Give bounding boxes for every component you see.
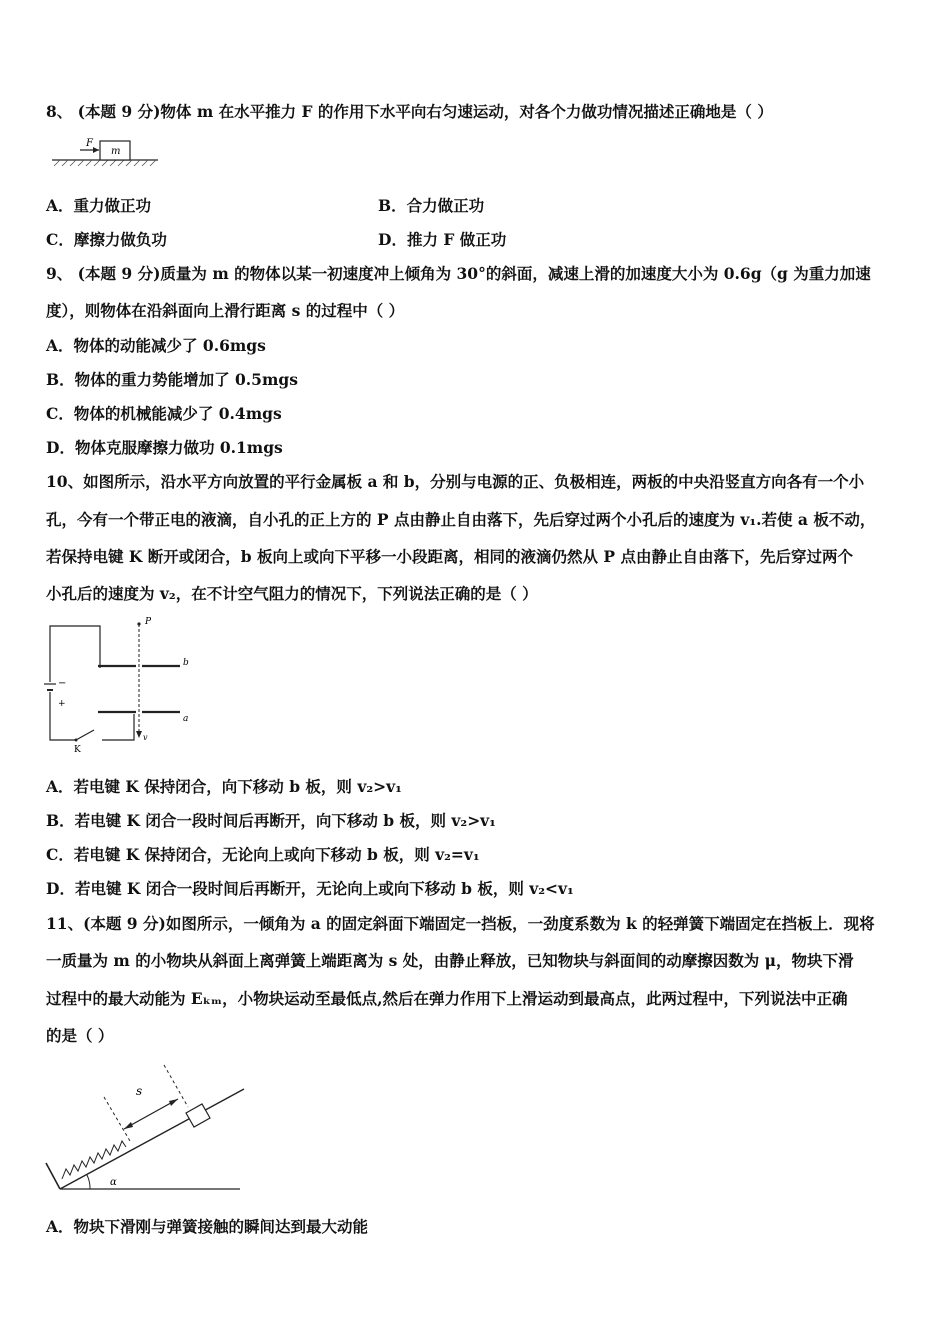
q9-option-a[interactable]: A．物体的动能减少了 0.6mgs	[46, 336, 266, 355]
q11-option-a[interactable]: A．物块下滑刚与弹簧接触的瞬间达到最大动能	[46, 1217, 369, 1236]
q8-force-label: F	[86, 138, 93, 149]
q11-stem-line1: 11、(本题 9 分)如图所示，一倾角为 a 的固定斜面下端固定一挡板，一劲度系数为 k 的轻弹簧下端固定在挡板上．现将	[46, 914, 875, 933]
q11-stem-line2: 一质量为 m 的小物块从斜面上离弹簧上端距离为 s 处，由静止释放，已知物块与斜面间的动摩擦因数为 μ，物块下滑	[46, 951, 854, 970]
q10-stem-line1: 10、如图所示，沿水平方向放置的平行金属板 a 和 b，分别与电源的正、负极相连，两板的中央沿竖直方向各有一个小	[46, 472, 865, 491]
q11-incline-figure	[40, 1055, 250, 1195]
q10-option-c[interactable]: C．若电键 K 保持闭合，无论向上或向下移动 b 板，则 v₂=v₁	[46, 845, 480, 864]
q11-alpha-label: α	[110, 1177, 117, 1188]
q8-figure	[50, 136, 160, 170]
q10-stem-line2: 孔，今有一个带正电的液滴，自小孔的正上方的 P 点由静止自由落下，先后穿过两个小孔后的速度为 v₁.若使 a 板不动，	[46, 510, 876, 529]
q9-option-c[interactable]: C．物体的机械能减少了 0.4mgs	[46, 404, 282, 423]
q8-mass-label: m	[111, 146, 121, 157]
q10-a-label: a	[183, 714, 189, 724]
q10-option-a[interactable]: A．若电键 K 保持闭合，向下移动 b 板，则 v₂>v₁	[46, 777, 402, 796]
q10-option-d[interactable]: D．若电键 K 闭合一段时间后再断开，无论向上或向下移动 b 板，则 v₂<v₁	[46, 879, 574, 898]
q10-option-b[interactable]: B．若电键 K 闭合一段时间后再断开，向下移动 b 板，则 v₂>v₁	[46, 811, 496, 830]
q10-plus-label: +	[58, 699, 66, 709]
q8-stem: 8、 (本题 9 分)物体 m 在水平推力 F 的作用下水平向右匀速运动，对各个力做功情况描述正确地是（ ）	[46, 102, 773, 121]
q11-s-label: s	[136, 1084, 143, 1098]
q8-option-c[interactable]: C．摩擦力做负功	[46, 230, 167, 249]
q10-b-label: b	[183, 658, 189, 668]
q9-option-d[interactable]: D．物体克服摩擦力做功 0.1mgs	[46, 438, 283, 457]
q10-p-label: P	[145, 617, 152, 627]
q10-stem-line4: 小孔后的速度为 v₂，在不计空气阻力的情况下，下列说法正确的是（ ）	[46, 584, 538, 603]
q8-option-b[interactable]: B．合力做正功	[378, 196, 485, 215]
q11-stem-line3: 过程中的最大动能为 Eₖₘ，小物块运动至最低点,然后在弹力作用下上滑运动到最高点，此两过程中，下列说法中正确	[46, 989, 848, 1008]
q9-stem-line2: 度），则物体在沿斜面向上滑行距离 s 的过程中（ ）	[46, 301, 405, 320]
q9-stem-line1: 9、 (本题 9 分)质量为 m 的物体以某一初速度冲上倾角为 30°的斜面，减速上滑的加速度大小为 0.6g（g 为重力加速	[46, 264, 871, 283]
q10-capacitor-figure	[40, 614, 200, 756]
q10-v-label: v	[143, 733, 148, 742]
q11-stem-line4: 的是（ ）	[46, 1026, 114, 1045]
q8-option-a[interactable]: A．重力做正功	[46, 196, 152, 215]
q10-stem-line3: 若保持电键 K 断开或闭合，b 板向上或向下平移一小段距离，相同的液滴仍然从 P 点由静止自由落下，先后穿过两个	[46, 547, 853, 566]
q10-minus-label: −	[58, 678, 67, 689]
q8-option-d[interactable]: D．推力 F 做正功	[378, 230, 507, 249]
q10-k-label: K	[74, 745, 81, 755]
q9-option-b[interactable]: B．物体的重力势能增加了 0.5mgs	[46, 370, 298, 389]
